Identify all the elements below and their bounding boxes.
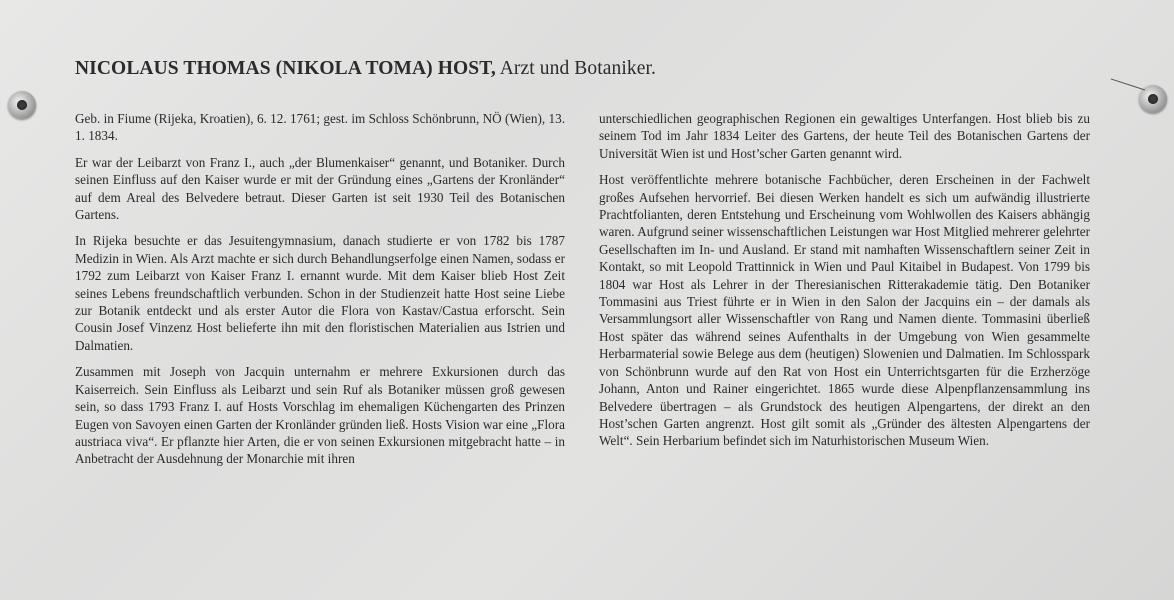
mounting-screw-left	[8, 91, 36, 119]
wire	[1111, 78, 1146, 90]
title-name: NICOLAUS THOMAS (NIKOLA TOMA) HOST,	[75, 58, 496, 79]
paragraph-publications: Host veröffentlichte mehrere botanische Fachbücher, deren Erscheinen in der Fachwelt großes Aufsehen hervorrief. Bei diesen Werken handelt es sich um aufwändig illustrierte Prachtfolianten, deren Entstehung und Erscheinung vom Wohlwollen des Kaisers abhängig waren. Aufgrund seiner wissenschaftlichen Leistungen war Host Mitglied mehrerer gelehrter Gesellschaften im In- und Ausland. Er stand mit namhaften Wissenschaftlern seiner Zeit in Kontakt, so mit Leopold Trattinnick in Wien und Paul Kitaibel in Budapest. Von 1799 bis 1804 war Host als Lehrer in der Theresianischen Ritterakademie tätig. Den Botaniker Tommasini aus Triest führte er in Wien in den Salon der Jacquins ein – der damals als Versammlungsort aller Wissenschaftler von Rang und Namen diente. Tommasini überließ Host später das während seines Aufenthalts in der Umgebung von Wien gesammelte Herbarmaterial sowie Belege aus dem (heutigen) Slowenien und Dalmatien. Im Schlosspark von Schönbrunn wurde auf den Rat von Host ein Unterrichtsgarten für die Erzherzöge Johann, Anton und Rainer eingerichtet. 1865 wurde diese Alpenpflanzensammlung ins Belvedere übertragen – als Grundstock des heutigen Alpengartens, der direkt an den Host’schen Garten angrenzt. Host gilt somit als „Gründer des ältesten Alpengartens der Welt“. Sein Herbarium befindet sich im Naturhistorischen Museum Wien.	[599, 172, 1090, 449]
paragraph-garden-leader: unterschiedlichen geographischen Regionen ein gewaltiges Unterfangen. Host blieb bis zu seinem Tod im Jahr 1834 Leiter des Gartens, der heute Teil des Botanischen Gartens der Universität Wien ist und Host’scher Garten genannt wird.	[599, 111, 1090, 161]
paragraph-birth-death: Geb. in Fiume (Rijeka, Kroatien), 6. 12. 1761; gest. im Schloss Schönbrunn, NÖ (Wien), 13. 1. 1834.	[75, 111, 565, 144]
right-text-column	[599, 110, 1090, 459]
left-text-column	[75, 110, 565, 477]
sign-title	[75, 58, 656, 80]
paragraph-leibarzt: Er war der Leibarzt von Franz I., auch „der Blumenkaiser“ genannt, und Botaniker. Durch seinen Einfluss auf den Kaiser wurde er mit der Gründung eines „Gartens der Kronländer“ auf dem Areal des Belvedere betraut. Dieser Garten ist seit 1930 Teil des Botanischen Gartens.	[75, 154, 565, 223]
paragraph-excursions: Zusammen mit Joseph von Jacquin unternahm er mehrere Exkursionen durch das Kaiserreich. Sein Einfluss als Leibarzt und sein Ruf als Botaniker müssen groß gewesen sein, so dass 1793 Franz I. auf Hosts Vorschlag im ehemaligen Küchengarten des Prinzen Eugen von Savoyen einen Garten der Kronländer gründen ließ. Hosts Vision war eine „Flora austriaca viva“. Er pflanzte hier Arten, die er von seinen Exkursionen mitgebracht hatte – in Anbetracht der Ausdehnung der Monarchie mit ihren	[75, 364, 565, 467]
title-subtitle: Arzt und Botaniker.	[495, 58, 656, 79]
paragraph-education: In Rijeka besuchte er das Jesuitengymnasium, danach studierte er von 1782 bis 1787 Medizin in Wien. Als Arzt machte er sich durch Behandlungserfolge einen Namen, sodass er 1792 zum Leibarzt von Kaiser Franz I. ernannt wurde. Mit dem Kaiser blieb Host Zeit seines Lebens freundschaftlich verbunden. Schon in der Studienzeit hatte Host seine Liebe zur Botanik entdeckt und als erster Autor die Flora von Kastav/Castua erforscht. Sein Cousin Josef Vinzenz Host belieferte ihn mit den floristischen Materialien aus Istrien und Dalmatien.	[75, 233, 565, 353]
